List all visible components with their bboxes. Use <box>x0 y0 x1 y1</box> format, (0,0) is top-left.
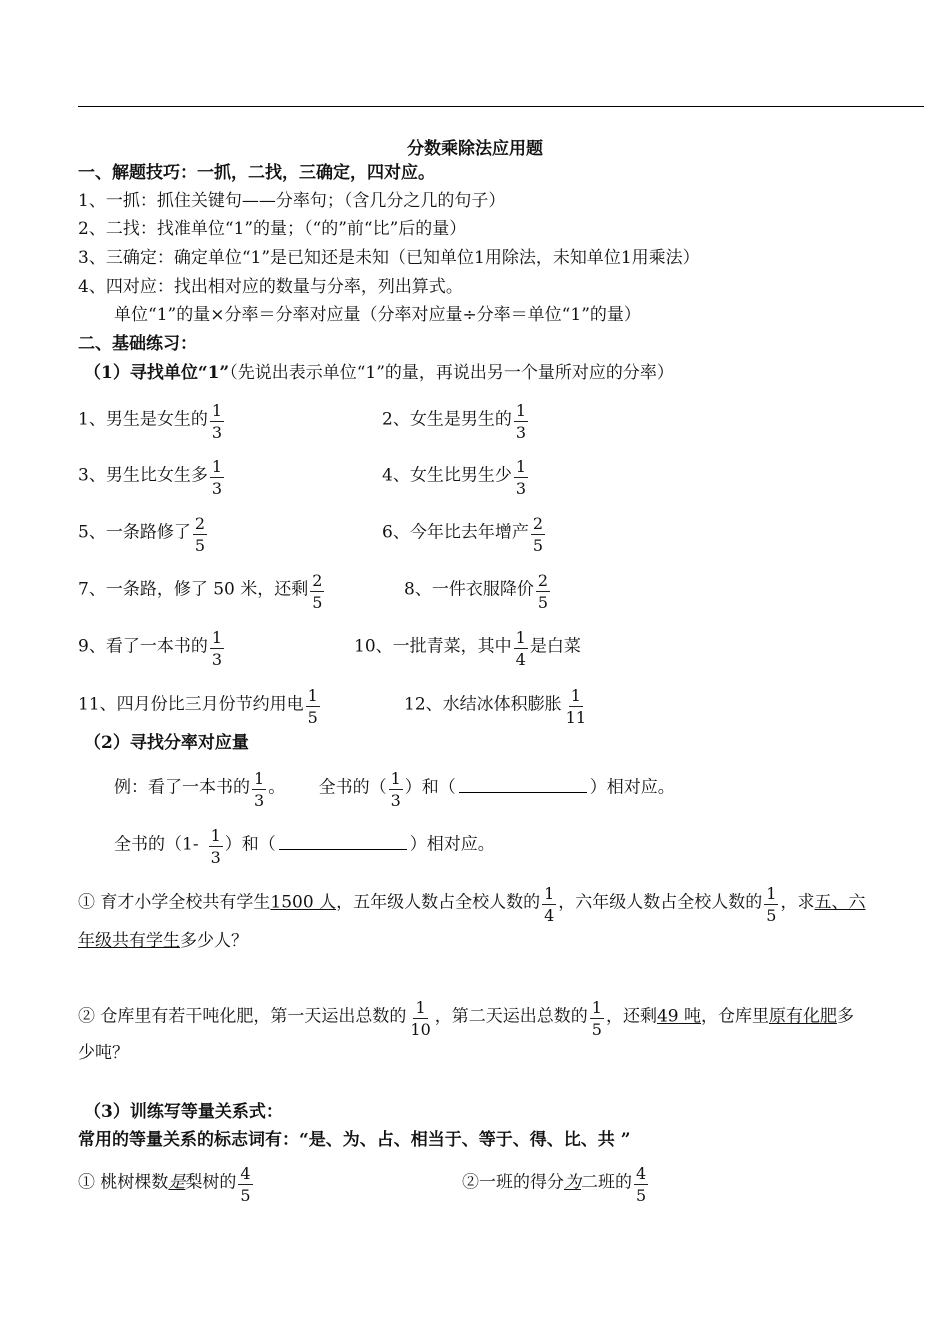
fraction <box>514 402 528 442</box>
fraction-denominator: 4 <box>544 906 555 925</box>
item-text: 1、男生是女生的 <box>78 409 208 430</box>
fraction-denominator: 3 <box>515 423 527 442</box>
answer-blank[interactable] <box>279 835 407 850</box>
sub1-heading <box>84 362 674 384</box>
fraction-numerator: 1 <box>390 769 401 788</box>
tip-line-1: 1、一抓：抓住关键句——分率句；（含几分之几的句子） <box>78 191 506 211</box>
fraction-numerator: 1 <box>211 457 223 476</box>
fraction <box>764 885 778 925</box>
fraction <box>514 458 528 498</box>
fraction-denominator: 5 <box>636 1186 647 1205</box>
item-text: 6、今年比去年增产 <box>382 522 529 543</box>
item-text: 3、男生比女生多 <box>78 465 208 486</box>
fraction-numerator: 1 <box>211 401 223 420</box>
problem-text: ② 仓库里有若干吨化肥，第一天运出总数的 <box>78 1006 407 1027</box>
fraction-denominator: 3 <box>211 423 223 442</box>
example-text: ）和（ <box>224 834 276 855</box>
fraction-numerator: 1 <box>307 686 318 705</box>
fraction <box>210 458 224 498</box>
keyword-highlight: 是 <box>168 1172 186 1193</box>
fraction-numerator: 2 <box>537 571 549 590</box>
example-text: ）相对应。 <box>409 834 495 855</box>
item-text: 8、一件衣服降价 <box>404 579 534 600</box>
problem-text: ，六年级人数占全校人数的 <box>558 892 763 913</box>
section1-heading: 一、解题技巧：一抓，二找，三确定，四对应。 <box>78 163 435 183</box>
exercise-item-2 <box>382 400 530 440</box>
fraction <box>389 770 403 810</box>
example-text: ）相对应。 <box>589 777 675 798</box>
exercise-item-4 <box>382 456 530 496</box>
header-rule <box>78 106 924 107</box>
fraction-numerator: 1 <box>254 769 265 788</box>
fraction <box>564 687 588 727</box>
fraction-numerator: 4 <box>636 1164 647 1183</box>
fraction-denominator: 3 <box>210 848 221 867</box>
example-text: 例：看了一本书的 <box>114 777 250 798</box>
fraction-numerator: 1 <box>415 998 426 1017</box>
fraction-denominator: 3 <box>211 650 223 669</box>
fraction-numerator: 4 <box>240 1164 251 1183</box>
fraction-numerator: 1 <box>570 686 581 705</box>
item-text: 10、一批青菜，其中 <box>354 636 512 657</box>
problem-text: 多 <box>837 1006 854 1027</box>
example-line-1 <box>114 768 675 808</box>
problem-text: ① 育才小学全校共有学生 <box>78 892 271 913</box>
fraction-numerator: 1 <box>544 884 555 903</box>
problem-text: ，仓库里 <box>701 1006 769 1027</box>
fraction-denominator: 11 <box>565 708 586 727</box>
exercise-item-3 <box>78 456 226 496</box>
fraction <box>210 402 224 442</box>
fraction <box>210 629 224 669</box>
relation-text: 梨树的 <box>185 1172 237 1193</box>
relation-text: 二班的 <box>581 1172 632 1193</box>
fraction <box>306 687 320 727</box>
fraction-numerator: 1 <box>515 628 526 647</box>
problem-2-line-2: 少吨？ <box>78 1043 129 1063</box>
exercise-item-5 <box>78 513 209 553</box>
answer-blank[interactable] <box>459 778 587 793</box>
fraction-denominator: 5 <box>307 708 318 727</box>
sub3-heading: （3）训练写等量关系式： <box>84 1102 283 1122</box>
fraction <box>536 572 550 612</box>
fraction <box>634 1165 648 1205</box>
example-text: 全书的（1- <box>114 834 199 855</box>
fraction-numerator: 1 <box>591 998 602 1017</box>
keyword-line: 常用的等量关系的标志词有：“是、为、占、相当于、等于、得、比、共 ” <box>78 1130 631 1150</box>
relation-item-2 <box>462 1163 650 1203</box>
item-text: 7、一条路，修了 50 米，还剩 <box>78 579 309 600</box>
tip-line-3: 3、三确定：确定单位“1”是已知还是未知（已知单位1用除法，未知单位1用乘法） <box>78 248 700 268</box>
problem-text: ，第二天运出总数的 <box>434 1006 588 1027</box>
fraction-denominator: 3 <box>211 479 223 498</box>
underlined-quantity: 原有化肥 <box>769 1006 837 1027</box>
fraction-denominator: 5 <box>591 1020 602 1039</box>
exercise-item-6 <box>382 513 547 553</box>
fraction-numerator: 2 <box>312 571 323 590</box>
exercise-item-10 <box>354 627 581 667</box>
problem-1-line-2 <box>78 930 248 952</box>
exercise-item-7 <box>78 570 326 610</box>
fraction-numerator: 1 <box>515 457 527 476</box>
sub1-note: （先说出表示单位“1”的量，再说出另一个量所对应的分率） <box>229 363 674 383</box>
fraction-denominator: 5 <box>312 593 323 612</box>
exercise-item-9 <box>78 627 226 667</box>
item-text: 12、水结冰体积膨胀 <box>404 694 562 715</box>
fraction-denominator: 10 <box>410 1020 431 1039</box>
fraction-denominator: 4 <box>515 650 526 669</box>
fraction <box>193 515 207 555</box>
fraction-numerator: 1 <box>515 401 527 420</box>
item-text: 9、看了一本书的 <box>78 636 208 657</box>
exercise-item-1 <box>78 400 226 440</box>
problem-text: ，还剩 <box>605 1006 657 1027</box>
sub1-title: （1）寻找单位“1” <box>84 363 230 383</box>
exercise-item-12 <box>404 685 590 725</box>
fraction <box>209 827 223 867</box>
problem-text: ，求 <box>780 892 815 913</box>
example-line-2 <box>114 825 495 865</box>
item-text: 2、女生是男生的 <box>382 409 512 430</box>
fraction <box>238 1165 252 1205</box>
section2-heading: 二、基础练习： <box>78 334 197 354</box>
fraction-denominator: 3 <box>254 791 265 810</box>
fraction-numerator: 2 <box>532 514 544 533</box>
problem-text: 多少人？ <box>180 931 248 951</box>
relation-item-1 <box>78 1163 255 1203</box>
tip-line-2: 2、二找：找准单位“1”的量；（“的”前“比”后的量） <box>78 219 467 239</box>
fraction-numerator: 2 <box>194 514 206 533</box>
exercise-item-11 <box>78 685 322 725</box>
tip-line-4: 4、四对应：找出相对应的数量与分率，列出算式。 <box>78 277 463 297</box>
item-text: 4、女生比男生少 <box>382 465 512 486</box>
fraction-denominator: 5 <box>766 906 777 925</box>
fraction-denominator: 3 <box>390 791 401 810</box>
fraction <box>310 572 324 612</box>
example-text: ）和（ <box>404 777 456 798</box>
fraction-numerator: 1 <box>211 628 223 647</box>
fraction <box>252 770 266 810</box>
fraction-denominator: 5 <box>537 593 549 612</box>
fraction-numerator: 1 <box>766 884 777 903</box>
underlined-quantity: 五、六 <box>814 892 866 913</box>
example-text: 全书的（ <box>318 777 387 798</box>
fraction <box>514 629 528 669</box>
fraction-denominator: 5 <box>532 536 544 555</box>
relation-text: ②一班的得分 <box>462 1172 564 1193</box>
problem-text: ，五年级人数占全校人数的 <box>336 892 541 913</box>
page-title: 分数乘除法应用题 <box>407 139 543 159</box>
sub2-heading: （2）寻找分率对应量 <box>84 733 249 753</box>
fraction-denominator: 3 <box>515 479 527 498</box>
fraction-numerator: 1 <box>210 826 221 845</box>
item-text-after: 是白菜 <box>529 636 581 657</box>
relation-text: ① 桃树棵数 <box>78 1172 169 1193</box>
fraction <box>531 515 545 555</box>
fraction <box>542 885 556 925</box>
underlined-quantity: 1500 人 <box>270 892 337 913</box>
problem-1-line-1 <box>78 883 865 923</box>
formula-line: 单位“1”的量×分率＝分率对应量（分率对应量÷分率＝单位“1”的量） <box>114 305 641 325</box>
fraction <box>408 999 432 1039</box>
item-text: 11、四月份比三月份节约用电 <box>78 694 304 715</box>
item-text: 5、一条路修了 <box>78 522 191 543</box>
fraction-denominator: 5 <box>240 1186 251 1205</box>
fraction-denominator: 5 <box>194 536 206 555</box>
underlined-quantity: 49 吨 <box>656 1006 701 1027</box>
exercise-item-8 <box>404 570 552 610</box>
problem-2-line-1 <box>78 997 854 1037</box>
underlined-quantity: 年级共有学生 <box>78 931 180 951</box>
example-text: 。 <box>268 777 286 798</box>
keyword-highlight: 为 <box>564 1172 581 1193</box>
fraction <box>590 999 604 1039</box>
